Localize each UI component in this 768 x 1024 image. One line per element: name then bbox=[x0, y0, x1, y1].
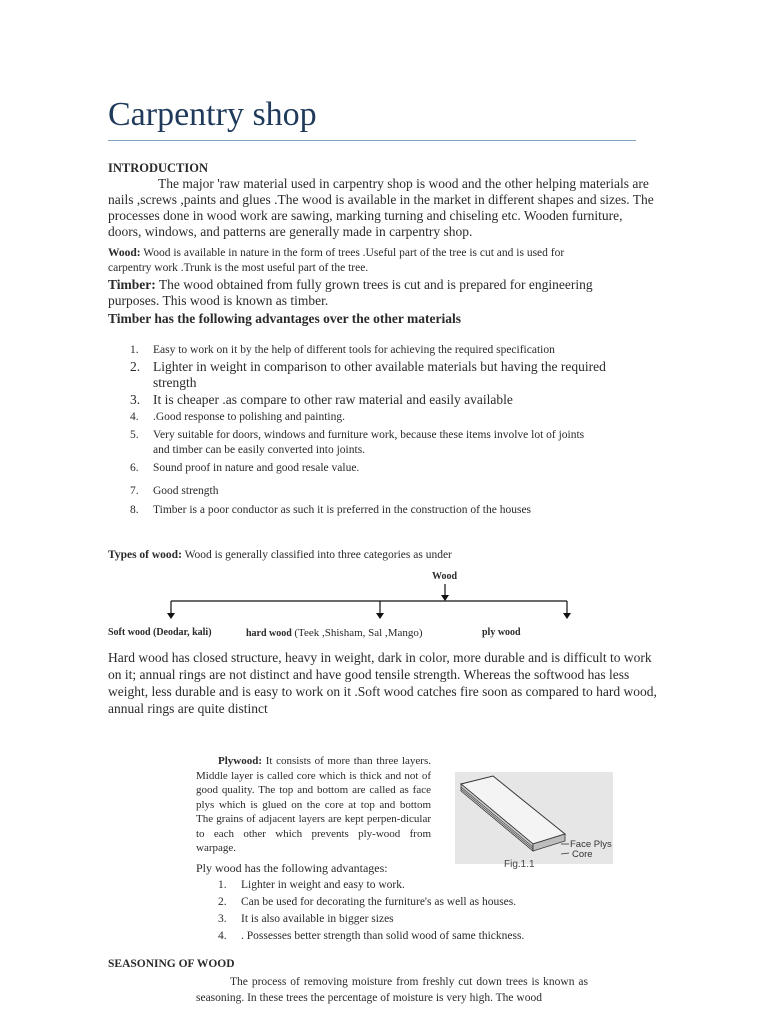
tree-leaf-hardwood: hard wood (Teek ,Shisham, Sal ,Mango) bbox=[246, 627, 423, 639]
list-item: 4. . Possesses better strength than solid wood of same thickness. bbox=[218, 930, 525, 942]
plywood-advantages-heading: Ply wood has the following advantages: bbox=[196, 861, 388, 875]
wood-label: Wood: bbox=[108, 247, 141, 259]
list-item: 8. Timber is a poor conductor as such it is preferred in the construction of the houses bbox=[130, 504, 532, 516]
wood-text: Wood is available in nature in the form of trees .Useful part of the tree is cut and is used for carpentry work .Trunk is the most useful part of the tree. bbox=[108, 247, 565, 274]
title-divider bbox=[108, 140, 636, 141]
plywood-paragraph bbox=[196, 754, 431, 856]
plywood-advantages-list bbox=[218, 877, 618, 945]
seasoning-paragraph: The process of removing moisture from freshly cut down trees is known as seasoning. In these trees the percentage of moisture is very high. The wood bbox=[196, 976, 588, 1004]
advantages-heading: Timber has the following advantages over the other materials bbox=[108, 311, 461, 326]
wood-paragraph bbox=[108, 246, 578, 276]
list-item: 5. Very suitable for doors, windows and furniture work, because these items involve lot of joints and timber can be easily converted into joints. bbox=[130, 429, 585, 456]
classification-tree bbox=[164, 582, 584, 622]
list-item: 2. Lighter in weight in comparison to other available materials but having the required strength bbox=[130, 359, 606, 390]
plywood-text: It consists of more than three layers. Middle layer is called core which is thick and not of good quality. The top and bottom are called as face plys which is glued on the core at top and bottom The grains of adjacent layers are kept perpen-dicular to each other which prevents ply-wood from warpage. bbox=[196, 755, 432, 854]
tree-leaf-softwood: Soft wood (Deodar, kali) bbox=[108, 627, 212, 638]
ply-arrow bbox=[563, 613, 571, 619]
advantages-list bbox=[130, 343, 620, 518]
list-item: 6. Sound proof in nature and good resale value. bbox=[130, 462, 360, 474]
types-of-wood bbox=[108, 549, 452, 561]
hardwood-paragraph: Hard wood has closed structure, heavy in weight, dark in color, more durable and is difficult to work on it; annual rings are not distinct and have good tensile strength. Whereas the softwood has less weight, less durable and is easy to work on it .Soft wood catches fire soon as compared to hard wood, annual rings are quite distinct bbox=[108, 650, 657, 716]
hard-arrow bbox=[376, 613, 384, 619]
soft-arrow bbox=[167, 613, 175, 619]
list-item: 7. Good strength bbox=[130, 485, 219, 497]
timber-text: The wood obtained from fully grown trees is cut and is prepared for engineering purposes. This wood is known as timber. bbox=[108, 277, 593, 308]
list-item: 1. Easy to work on it by the help of different tools for achieving the required specification bbox=[130, 344, 555, 356]
page-title: Carpentry shop bbox=[108, 96, 317, 133]
tree-root-label: Wood bbox=[432, 571, 458, 582]
figure-caption: Fig.1.1 bbox=[504, 859, 535, 870]
plywood-label: Plywood: bbox=[218, 755, 262, 767]
face-plys-label: Face Plys bbox=[570, 839, 612, 850]
root-arrow bbox=[441, 595, 449, 601]
types-text: Wood is generally classified into three categories as under bbox=[184, 549, 452, 561]
types-label: Types of wood: bbox=[108, 549, 182, 561]
list-item: 2. Can be used for decorating the furniture's as well as houses. bbox=[218, 896, 517, 908]
list-item: 1. Lighter in weight and easy to work. bbox=[218, 879, 405, 891]
list-item: 3. It is cheaper .as compare to other raw material and easily available bbox=[130, 392, 513, 407]
list-item: 4. .Good response to polishing and painting. bbox=[130, 411, 345, 423]
plywood-figure bbox=[455, 772, 613, 864]
tree-leaf-plywood: ply wood bbox=[482, 627, 521, 638]
list-item: 3. It is also available in bigger sizes bbox=[218, 913, 394, 925]
timber-paragraph bbox=[108, 277, 638, 309]
timber-label: Timber: bbox=[108, 277, 156, 292]
plywood-layers-image bbox=[455, 772, 613, 864]
intro-heading: INTRODUCTION bbox=[108, 161, 209, 175]
seasoning-heading: SEASONING OF WOOD bbox=[108, 958, 235, 970]
core-label: Core bbox=[572, 849, 593, 860]
intro-paragraph: The major 'raw material used in carpentry shop is wood and the other helping materials are nails ,screws ,paints and glues .The wood is available in the market in different shapes and sizes. The processes done in wood work are sawing, marking turning and chiseling etc. Wooden furniture, doors, windows, and patterns are generally made in carpentry shop. bbox=[108, 176, 654, 239]
